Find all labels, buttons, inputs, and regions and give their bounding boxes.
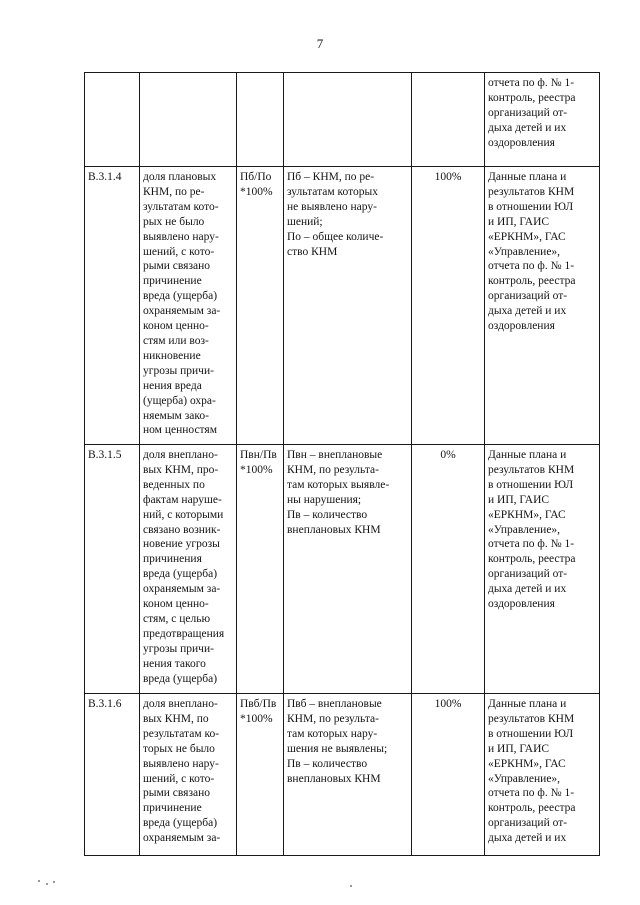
cell-text-line: в отношении ЮЛ [488, 200, 574, 213]
cell-text-line: шений; [287, 215, 323, 228]
cell-text-line: Пв – количество [287, 508, 368, 521]
cell-text-line: дыха детей и их [488, 583, 567, 596]
cell-text-line: рыми связано [143, 260, 211, 273]
cell-text-line: ном ценностям [143, 424, 217, 437]
indicator-value: 100% [412, 167, 485, 445]
cell-text-line: фактам наруше- [143, 493, 222, 506]
formula-description [284, 167, 412, 445]
cell-text-line: стям или воз- [143, 334, 209, 347]
cell-text-line: шений, с кото- [143, 772, 215, 785]
cell-text-line: Пб – КНМ, по ре- [287, 171, 375, 183]
cell-text-line: вых КНМ, про- [143, 463, 219, 476]
cell-text-line: и ИП, ГАИС [488, 215, 550, 228]
cell-text-line: КНМ, по ре- [143, 185, 205, 198]
cell-text-line: веденных по [143, 478, 205, 491]
table-row [85, 445, 600, 694]
cell-text-line: выявлено нару- [143, 230, 219, 243]
cell-text-line: Пвн – внеплановые [287, 449, 383, 461]
cell-text-line: результатов КНМ [488, 463, 575, 476]
indicator-name [140, 167, 237, 445]
cell-text-line: вреда (ущерба) [143, 290, 218, 303]
cell-text-line: и ИП, ГАИС [488, 493, 550, 506]
formula-description [284, 445, 412, 694]
cell-text-line: «ЕРКНМ», ГАС [488, 230, 566, 243]
cell-text-line: «Управление», [488, 245, 561, 258]
cell-text-line: охраняемым за- [143, 832, 221, 845]
indicator-code: В.3.1.4 [85, 167, 140, 445]
cell-text-line: организаций от- [488, 290, 568, 303]
cell-text-line: контроль, реестра [488, 91, 576, 104]
cell-text-line: Пвб – внеплановые [287, 698, 382, 710]
cell-text-line: «ЕРКНМ», ГАС [488, 757, 566, 770]
cell-text-line: «Управление», [488, 523, 561, 536]
cell-text-line: «ЕРКНМ», ГАС [488, 508, 566, 521]
cell-text-line: внеплановых КНМ [287, 523, 381, 536]
scan-speck [46, 883, 48, 885]
table-row-continuation [85, 73, 600, 167]
table-row [85, 167, 600, 445]
cell-text-line: вреда (ущерба) [143, 672, 218, 685]
cell-text-line: (ущерба) охра- [143, 394, 216, 407]
indicators-table [84, 72, 600, 856]
cell-text-line: *100% [240, 712, 273, 725]
indicator-formula [237, 445, 284, 694]
cell-text-line: Пв – количество [287, 757, 368, 770]
cell-text-line: зультатам кото- [143, 200, 219, 213]
cell-text-line: нения такого [143, 657, 206, 670]
cell-text-line: доля внеплано- [143, 449, 218, 461]
cell-text-line: предотвращения [143, 627, 225, 640]
indicator-formula [237, 167, 284, 445]
name-cell [140, 73, 237, 167]
cell-text-line: организаций от- [488, 568, 568, 581]
cell-text-line: Данные плана и [488, 449, 567, 461]
cell-text-line: ны нарушения; [287, 493, 362, 506]
indicator-code: В.3.1.6 [85, 694, 140, 856]
cell-text-line: нения вреда [143, 379, 202, 392]
cell-text-line: рыми связано [143, 787, 211, 800]
cell-text-line: доля плановых [143, 171, 217, 183]
cell-text-line: няемым зако- [143, 409, 209, 422]
cell-text-line: вреда (ущерба) [143, 568, 218, 581]
scan-speck [53, 881, 55, 883]
cell-text-line: зультатам которых [287, 185, 378, 198]
cell-text-line: и ИП, ГАИС [488, 742, 550, 755]
cell-text-line: результатов КНМ [488, 185, 575, 198]
cell-text-line: угрозы причи- [143, 364, 214, 377]
cell-text-line: доля внеплано- [143, 698, 218, 710]
cell-text-line: стям, с целью [143, 612, 211, 625]
cell-text-line: охраняемым за- [143, 583, 221, 596]
cell-text-line: причинение [143, 802, 202, 815]
cell-text-line: Пвн/Пв [240, 449, 277, 461]
cell-text-line: там которых нару- [287, 727, 378, 740]
cell-text-line: в отношении ЮЛ [488, 478, 574, 491]
cell-text-line: связано возник- [143, 523, 221, 536]
cell-text-line: По – общее количе- [287, 230, 384, 243]
cell-text-line: там которых выявле- [287, 478, 390, 491]
cell-text-line: новение угрозы [143, 538, 220, 551]
indicator-name [140, 694, 237, 856]
cell-text-line: организаций от- [488, 106, 568, 119]
scan-speck [350, 885, 352, 887]
cell-text-line: никновение [143, 349, 201, 362]
cell-text-line: Пб/По [240, 171, 272, 183]
cell-text-line: не выявлено нару- [287, 200, 377, 213]
data-source [485, 167, 600, 445]
cell-text-line: шений, с кото- [143, 245, 215, 258]
cell-text-line: отчета по ф. № 1- [488, 538, 575, 551]
cell-text-line: угрозы причи- [143, 642, 214, 655]
cell-text-line: оздоровления [488, 136, 555, 149]
cell-text-line: дыха детей и их [488, 121, 567, 134]
cell-text-line: вреда (ущерба) [143, 817, 218, 830]
cell-text-line: результатам ко- [143, 727, 220, 740]
table-row [85, 694, 600, 856]
cell-text-line: дыха детей и их [488, 832, 567, 845]
cell-text-line: ний, с которыми [143, 508, 224, 521]
cell-text-line: причинения [143, 553, 202, 566]
formula-description [284, 694, 412, 856]
cell-text-line: КНМ, по результа- [287, 712, 379, 725]
cell-text-line: Данные плана и [488, 171, 567, 183]
cell-text-line: шения не выявлены; [287, 742, 388, 755]
cell-text-line: *100% [240, 185, 273, 198]
indicator-formula [237, 694, 284, 856]
cell-text-line: контроль, реестра [488, 275, 576, 288]
cell-text-line: в отношении ЮЛ [488, 727, 574, 740]
cell-text-line: внеплановых КНМ [287, 772, 381, 785]
cell-text-line: контроль, реестра [488, 802, 576, 815]
scan-speck [38, 880, 40, 882]
cell-text-line: организаций от- [488, 817, 568, 830]
indicator-value: 100% [412, 694, 485, 856]
data-source [485, 445, 600, 694]
data-source [485, 694, 600, 856]
cell-text-line: охраняемым за- [143, 305, 221, 318]
cell-text-line: отчета по ф. № 1- [488, 787, 575, 800]
cell-text-line: отчета по ф. № 1- [488, 77, 575, 89]
cell-text-line: оздоровления [488, 320, 555, 333]
code-cell [85, 73, 140, 167]
indicator-value: 0% [412, 445, 485, 694]
cell-text-line: коном ценно- [143, 320, 209, 333]
cell-text-line: коном ценно- [143, 598, 209, 611]
cell-text-line: контроль, реестра [488, 553, 576, 566]
indicator-code: В.3.1.5 [85, 445, 140, 694]
cell-text-line: Данные плана и [488, 698, 567, 710]
cell-text-line: выявлено нару- [143, 757, 219, 770]
cell-text-line: рых не было [143, 215, 205, 228]
indicator-name [140, 445, 237, 694]
cell-text-line: результатов КНМ [488, 712, 575, 725]
cell-text-line: торых не было [143, 742, 215, 755]
cell-text-line: ство КНМ [287, 245, 338, 258]
cell-text-line: причинение [143, 275, 202, 288]
cell-text-line: Пвб/Пв [240, 698, 277, 710]
cell-text-line: «Управление», [488, 772, 561, 785]
page-number: 7 [316, 36, 324, 51]
description-cell [284, 73, 412, 167]
cell-text-line: отчета по ф. № 1- [488, 260, 575, 273]
formula-cell [237, 73, 284, 167]
cell-text-line: дыха детей и их [488, 305, 567, 318]
cell-text-line: вых КНМ, по [143, 712, 209, 725]
cell-text-line: оздоровления [488, 598, 555, 611]
source-cell [485, 73, 600, 167]
cell-text-line: *100% [240, 463, 273, 476]
value-cell [412, 73, 485, 167]
cell-text-line: КНМ, по результа- [287, 463, 379, 476]
